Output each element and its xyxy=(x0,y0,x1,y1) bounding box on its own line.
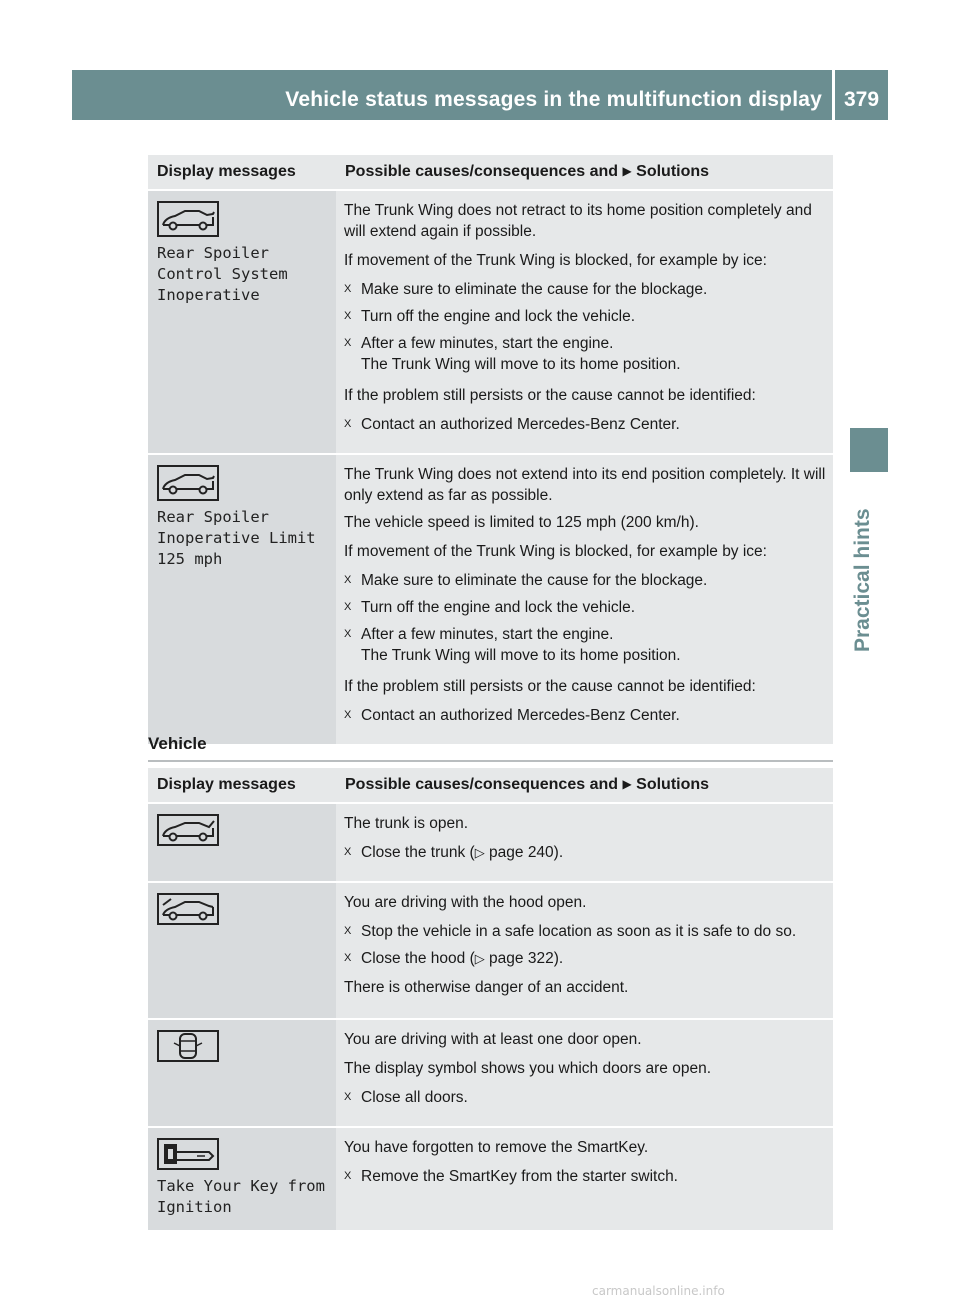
table-row xyxy=(148,454,833,745)
step-arrow-icon: X xyxy=(344,310,352,322)
col-header-display: Display messages xyxy=(148,768,336,803)
page-header xyxy=(72,70,888,120)
page-ref-icon: ▷ xyxy=(474,951,485,966)
step-item xyxy=(344,597,827,618)
step-item xyxy=(344,705,827,726)
hood-open-icon xyxy=(157,893,219,925)
display-message-text: Rear Spoiler Control System Inoperative xyxy=(157,244,288,304)
step-arrow-icon: X xyxy=(344,1091,352,1103)
step-item xyxy=(344,948,827,969)
display-message-text: Take Your Key from Ignition xyxy=(157,1177,325,1216)
cause-text: You are driving with at least one door open. xyxy=(344,1031,642,1048)
step-result-text: The Trunk Wing will move to its home position. xyxy=(361,356,681,373)
step-item xyxy=(344,279,827,300)
step-arrow-icon: X xyxy=(344,925,352,937)
cause-text: If the problem still persists or the cause cannot be identified: xyxy=(344,387,756,404)
cause-text: If movement of the Trunk Wing is blocked, for example by ice: xyxy=(344,252,767,269)
col-header-suffix: Solutions xyxy=(636,163,710,180)
step-result-text: The Trunk Wing will move to its home position. xyxy=(361,647,681,664)
display-message-text: Rear Spoiler Inoperative Limit 125 mph xyxy=(157,508,316,568)
cause-text: If movement of the Trunk Wing is blocked, for example by ice: xyxy=(344,543,767,560)
solution-cell xyxy=(336,190,833,454)
display-cell xyxy=(148,454,336,745)
side-tab-label: Practical hints xyxy=(851,508,874,652)
key-in-ignition-icon xyxy=(157,1138,219,1170)
message-table-1 xyxy=(148,155,833,746)
col-header-solutions xyxy=(336,768,833,803)
page-ref-icon: ▷ xyxy=(474,845,485,860)
step-item xyxy=(344,333,827,375)
cause-text: If the problem still persists or the cause cannot be identified: xyxy=(344,678,756,695)
step-arrow-icon: X xyxy=(344,337,352,349)
step-text: page 240). xyxy=(484,844,564,861)
header-title: Vehicle status messages in the multifunction display xyxy=(285,88,822,111)
display-cell xyxy=(148,1019,336,1127)
play-arrow-icon: ▶ xyxy=(622,777,632,791)
col-header-display: Display messages xyxy=(148,155,336,190)
table-row xyxy=(148,882,833,1019)
col-header-prefix: Possible causes/consequences and xyxy=(345,163,619,180)
step-arrow-icon: X xyxy=(344,283,352,295)
step-item xyxy=(344,1087,827,1108)
step-item xyxy=(344,624,827,666)
step-item xyxy=(344,414,827,435)
step-text: Turn off the engine and lock the vehicle. xyxy=(361,599,636,616)
step-text: Close the hood ( xyxy=(361,950,475,967)
table-row xyxy=(148,803,833,882)
step-text: Close all doors. xyxy=(361,1089,468,1106)
solution-cell xyxy=(336,803,833,882)
col-header-prefix: Possible causes/consequences and xyxy=(345,776,619,793)
step-arrow-icon: X xyxy=(344,846,352,858)
cause-text: The display symbol shows you which doors are open. xyxy=(344,1060,712,1077)
step-text: Make sure to eliminate the cause for the blockage. xyxy=(361,281,708,298)
cause-text: You have forgotten to remove the SmartKey. xyxy=(344,1139,649,1156)
table-header-row xyxy=(148,768,833,803)
car-rear-spoiler-icon xyxy=(157,201,219,237)
watermark: carmanualsonline.info xyxy=(592,1284,725,1298)
cause-text: The vehicle speed is limited to 125 mph (200 km/h). xyxy=(344,514,699,531)
step-arrow-icon: X xyxy=(344,1170,352,1182)
step-arrow-icon: X xyxy=(344,709,352,721)
solution-cell xyxy=(336,1019,833,1127)
step-item xyxy=(344,1166,827,1187)
cause-text: The Trunk Wing does not retract to its home position completely and will extend again if possible. xyxy=(344,202,812,240)
play-arrow-icon: ▶ xyxy=(622,164,632,178)
display-cell xyxy=(148,1127,336,1231)
step-text: Contact an authorized Mercedes-Benz Center. xyxy=(361,416,680,433)
display-cell xyxy=(148,190,336,454)
step-arrow-icon: X xyxy=(344,952,352,964)
table-row xyxy=(148,1019,833,1127)
col-header-solutions xyxy=(336,155,833,190)
step-text: After a few minutes, start the engine. xyxy=(361,335,614,352)
step-text: Remove the SmartKey from the starter switch. xyxy=(361,1168,678,1185)
step-item xyxy=(344,842,827,863)
table-row xyxy=(148,1127,833,1231)
step-arrow-icon: X xyxy=(344,418,352,430)
car-rear-spoiler-icon xyxy=(157,465,219,501)
trunk-open-icon xyxy=(157,814,219,846)
step-arrow-icon: X xyxy=(344,574,352,586)
cause-text: There is otherwise danger of an accident. xyxy=(344,979,629,996)
step-text: After a few minutes, start the engine. xyxy=(361,626,614,643)
solution-cell xyxy=(336,1127,833,1231)
table-row xyxy=(148,190,833,454)
section-title: Vehicle xyxy=(148,734,833,762)
solution-cell xyxy=(336,454,833,745)
page-number: 379 xyxy=(843,88,880,111)
step-text: Contact an authorized Mercedes-Benz Center. xyxy=(361,707,680,724)
cause-text: The trunk is open. xyxy=(344,815,469,832)
step-text: Close the trunk ( xyxy=(361,844,475,861)
step-item xyxy=(344,570,827,591)
col-header-suffix: Solutions xyxy=(636,776,710,793)
side-tab-marker xyxy=(850,428,888,472)
message-table-2 xyxy=(148,768,833,1232)
door-open-icon xyxy=(157,1030,219,1062)
step-arrow-icon: X xyxy=(344,628,352,640)
cause-text: You are driving with the hood open. xyxy=(344,894,587,911)
display-cell xyxy=(148,882,336,1019)
cause-text: The Trunk Wing does not extend into its end position completely. It will only extend as far as possible. xyxy=(344,466,826,504)
step-text: Make sure to eliminate the cause for the blockage. xyxy=(361,572,708,589)
step-arrow-icon: X xyxy=(344,601,352,613)
step-item xyxy=(344,921,827,942)
table-header-row xyxy=(148,155,833,190)
solution-cell xyxy=(336,882,833,1019)
display-cell xyxy=(148,803,336,882)
step-text: Turn off the engine and lock the vehicle. xyxy=(361,308,636,325)
step-text: page 322). xyxy=(484,950,564,967)
step-item xyxy=(344,306,827,327)
step-text: Stop the vehicle in a safe location as soon as it is safe to do so. xyxy=(361,923,797,940)
